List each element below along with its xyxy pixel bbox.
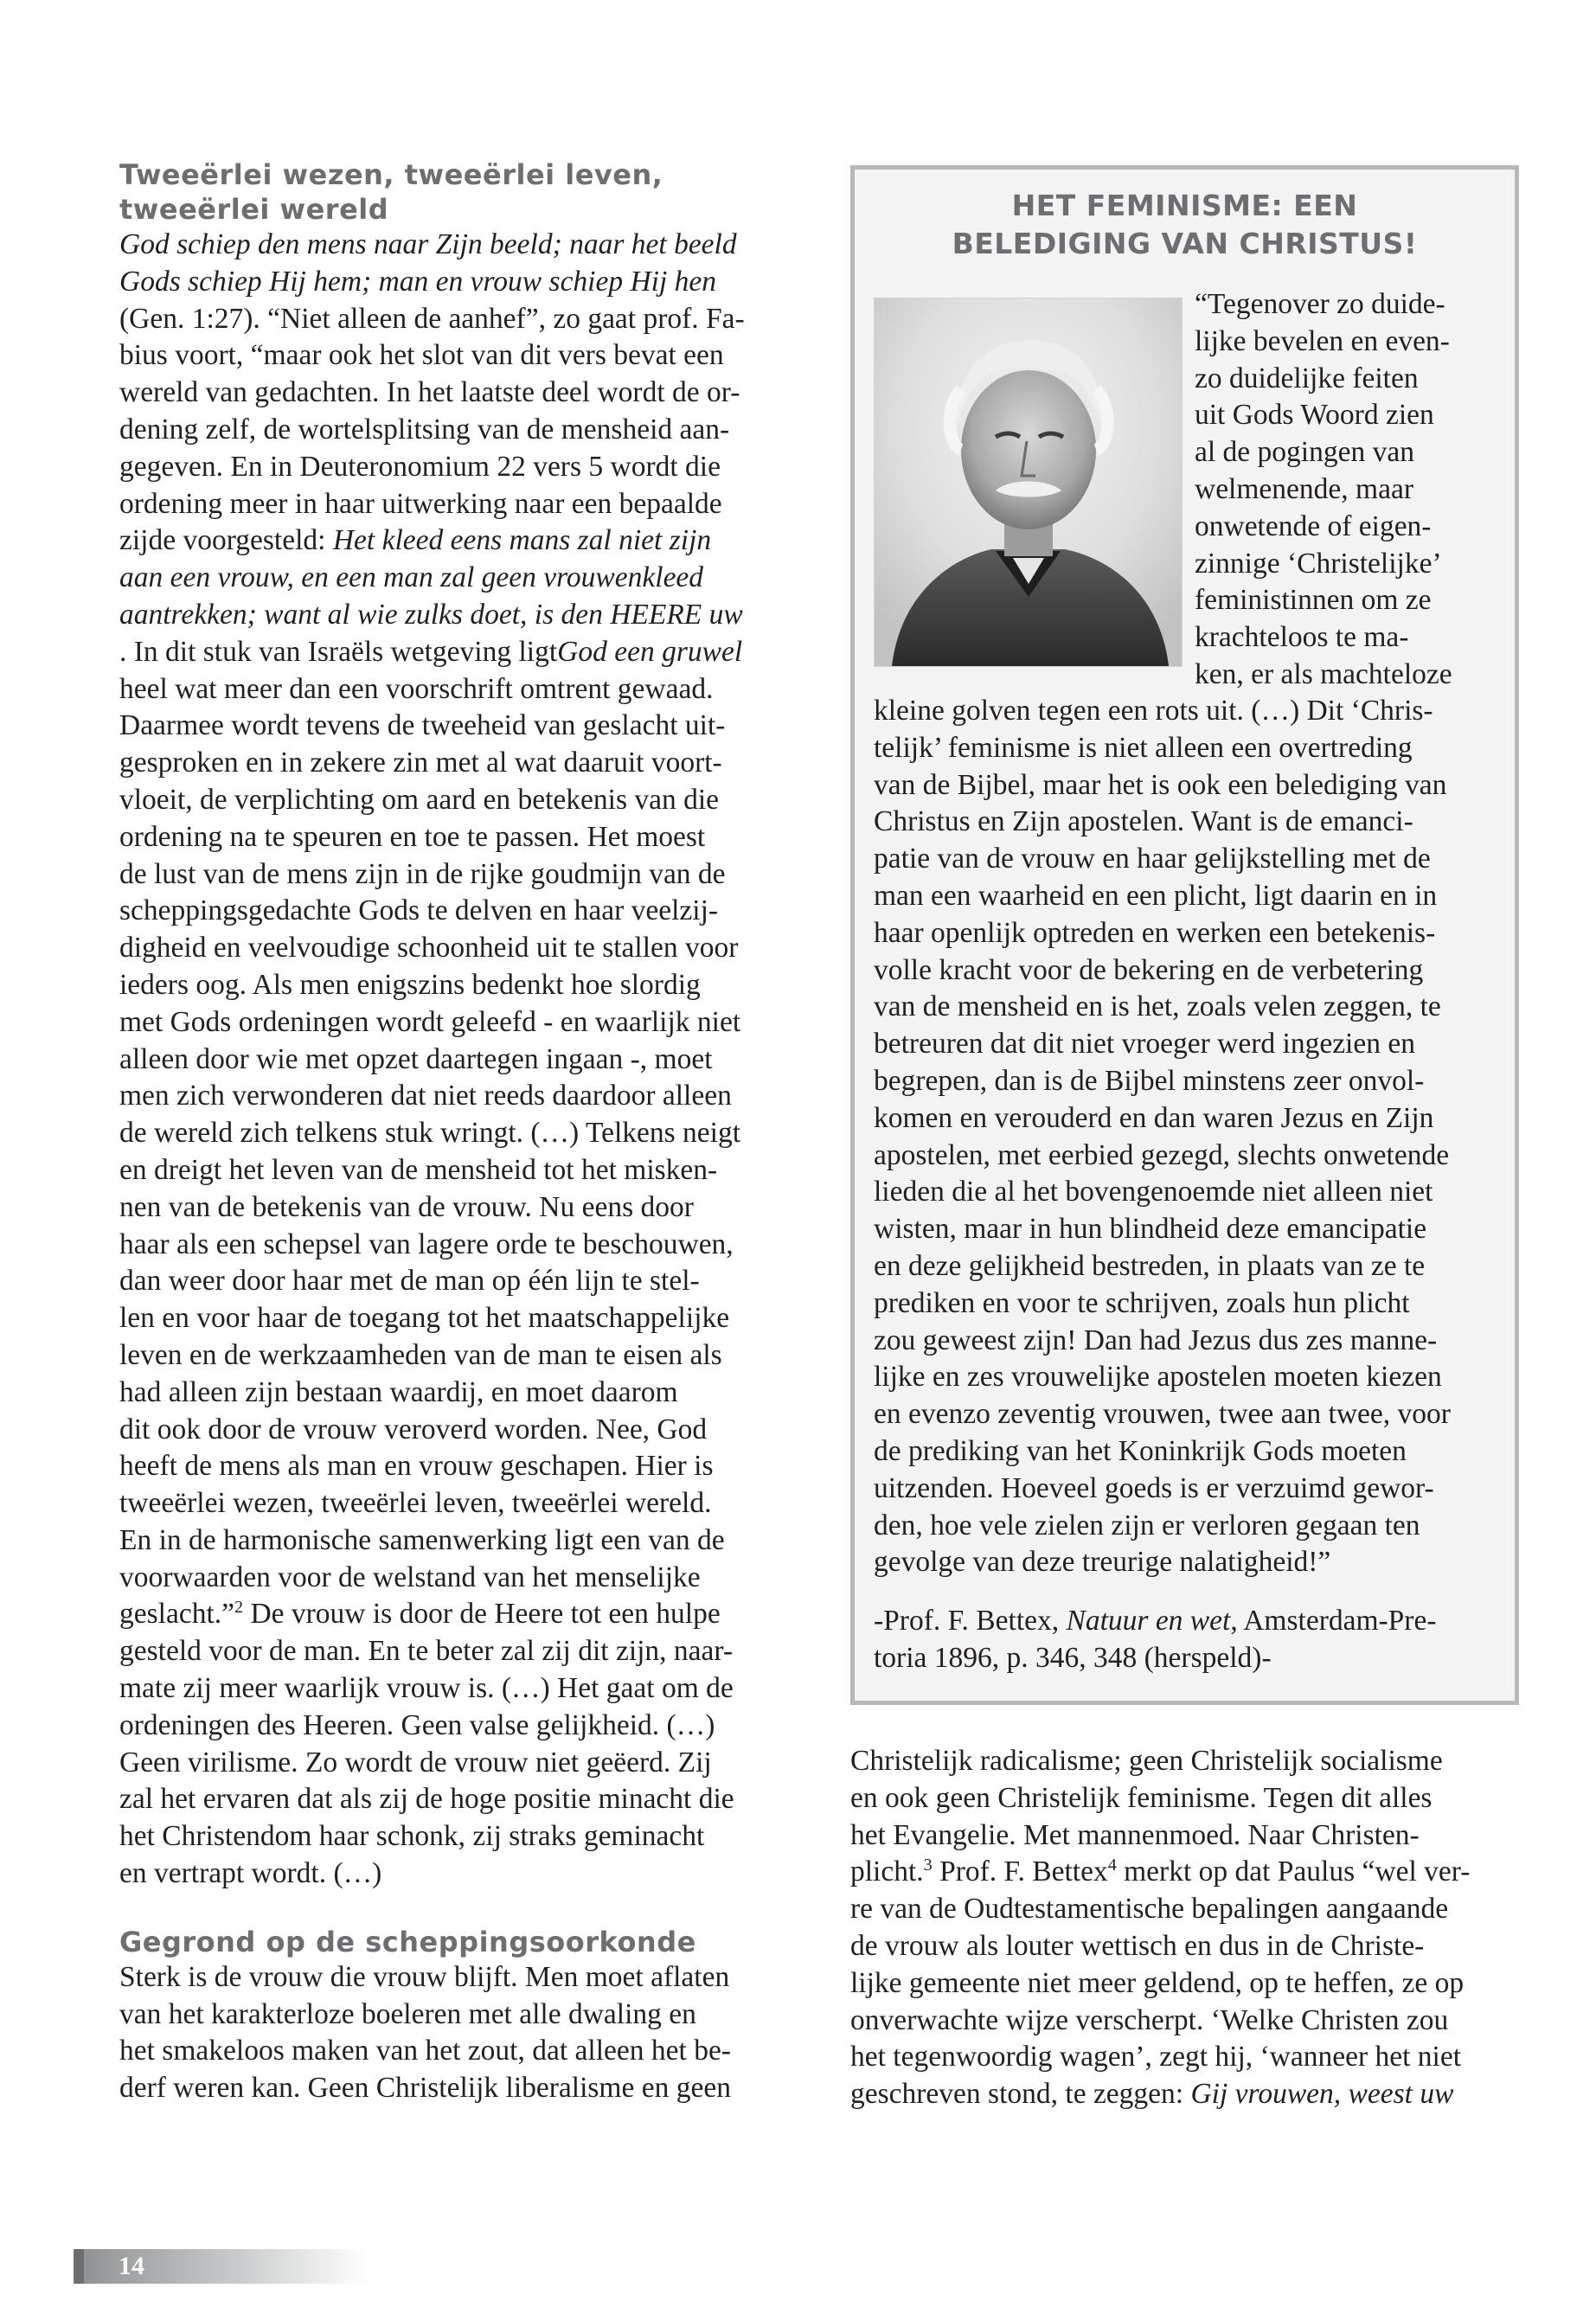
text-line: mate zij meer waarlijk vrouw is. (…) Het gaat om de (119, 1672, 734, 1705)
text-line: uitzenden. Hoeveel goeds is er verzuimd gewor- (874, 1471, 1434, 1504)
text-line: derf weren kan. Geen Christelijk liberalisme en geen (119, 2072, 731, 2105)
text-line: en evenzo zeventig vrouwen, twee aan twee, voor (874, 1398, 1451, 1431)
text-line: En in de harmonische samenwerking ligt een van de (119, 1523, 725, 1556)
sidebar-title-line: BELEDIGING VAN CHRISTUS! (952, 227, 1418, 260)
text-line: wereld van gedachten. In het laatste deel wordt de or- (119, 376, 740, 409)
text-line: ieders oog. Als men enigszins bedenkt hoe slordig (119, 968, 701, 1001)
section-heading: Tweeërlei wezen, tweeërlei leven, tweeërlei wereld (119, 158, 663, 226)
text-line: zo duidelijke feiten (1195, 362, 1419, 394)
footer-bar (74, 2249, 84, 2284)
text-line: welmenende, maar (1195, 472, 1413, 505)
text-line: aan een vrouw, en een man zal geen vrouwenkleed (119, 561, 704, 594)
quote-text (874, 693, 1493, 1581)
text-line: heeft de mens als man en vrouw geschapen. Hier is (119, 1450, 714, 1483)
text-line: Geen virilisme. Zo wordt de vrouw niet geëerd. Zij (119, 1746, 712, 1779)
text-line: “Tegenover zo duide- (1195, 288, 1445, 320)
text-line: lijke bevelen en even- (1195, 324, 1450, 357)
text-line: het Christendom haar schonk, zij straks geminacht (119, 1820, 705, 1853)
text-line: de lust van de mens zijn in de rijke goudmijn van de (119, 857, 726, 890)
text-line: het Evangelie. Met mannenmoed. Naar Christen- (850, 1818, 1420, 1851)
sidebar-box (850, 165, 1519, 1705)
text-line: de wereld zich telkens stuk wringt. (…) Telkens neigt (119, 1117, 741, 1150)
text-line: len en voor haar de toegang tot het maatschappelijke (119, 1302, 730, 1335)
text-line: ordening meer in haar uitwerking naar een bepaalde (119, 487, 722, 520)
text-line: heel wat meer dan een voorschrift omtrent gewaad. (119, 672, 714, 705)
text-line: -Prof. F. Bettex, Natuur en wet, Amsterdam-Pre- (874, 1605, 1437, 1637)
portrait-photo (874, 298, 1183, 667)
text-line: telijk’ feminisme is niet alleen een overtreding (874, 731, 1413, 764)
text-line: al de pogingen van (1195, 436, 1414, 469)
text-line: had alleen zijn bestaan waardij, en moet daarom (119, 1375, 678, 1408)
text-line: tweeërlei wezen, tweeërlei leven, tweeërlei wereld. (119, 1487, 712, 1520)
text-line: gevolge van deze treurige nalatigheid!” (874, 1546, 1331, 1579)
text-line: feministinnen om ze (1195, 584, 1432, 617)
sidebar-title (855, 187, 1515, 263)
text-line: alleen door wie met opzet daartegen ingaan -, moet (119, 1042, 713, 1075)
text-line: leven en de werkzaamheden van de man te eisen als (119, 1338, 722, 1371)
text-line: uit Gods Woord zien (1195, 399, 1434, 432)
text-line: God schiep den mens naar Zijn beeld; naar het beeld (119, 228, 737, 260)
page-footer (74, 2249, 368, 2284)
text-line: en dreigt het leven van de mensheid tot het misken- (119, 1153, 718, 1186)
right-column (850, 1743, 1519, 2113)
text-line: (Gen. 1:27). “Niet alleen de aanhef”, zo gaat prof. Fa- (119, 302, 745, 335)
text-line: geslacht.”$^2$ De vrouw is door de Heere tot een hulpe (119, 1598, 721, 1631)
left-column (119, 157, 785, 2107)
text-line: Gods schiep Hij hem; man en vrouw schiep Hij hen (119, 265, 717, 298)
quote-text (1195, 286, 1493, 694)
text-line: zinnige ‘Christelijke’ (1195, 547, 1442, 580)
text-line: dening zelf, de wortelsplitsing van de mensheid aan- (119, 413, 730, 445)
text-line: vloeit, de verplichting om aard en betekenis van die (119, 783, 720, 816)
text-line: zal het ervaren dat als zij de hoge positie minacht die (119, 1783, 734, 1816)
text-line: het smakeloos maken van het zout, dat alleen het be- (119, 2035, 731, 2067)
text-line: de vrouw als louter wettisch en dus in de Christe- (850, 1929, 1425, 1962)
section-heading: Gegrond op de scheppingsoorkonde (119, 1925, 696, 1958)
body-paragraph (119, 227, 785, 1893)
text-line: haar als een schepsel van lagere orde te beschouwen, (119, 1227, 734, 1260)
text-line: krachteloos te ma- (1195, 621, 1409, 654)
text-line: digheid en veelvoudige schoonheid uit te stallen voor (119, 932, 739, 965)
text-line: man een waarheid en een plicht, ligt daarin en in (874, 879, 1438, 912)
text-line: Christus en Zijn apostelen. Want is de emanci- (874, 805, 1413, 838)
text-line: lijke en zes vrouwelijke apostelen moeten kiezen (874, 1361, 1442, 1394)
sidebar-title-line: HET FEMINISME: EEN (1011, 189, 1358, 222)
text-line: Daarmee wordt tevens de tweeheid van geslacht uit- (119, 709, 726, 742)
text-line: en vertrapt wordt. (…) (119, 1857, 382, 1890)
portrait-illustration (875, 298, 1182, 666)
text-line: plicht.$^3$ Prof. F. Bettex$^4$ merkt op dat Paulus “wel ver- (850, 1856, 1471, 1888)
text-line: komen en verouderd en dan waren Jezus en Zijn (874, 1101, 1434, 1134)
text-line: van het karakterloze boeleren met alle dwaling en (119, 1997, 696, 2030)
text-line: begrepen, dan is de Bijbel minstens zeer onvol- (874, 1064, 1425, 1097)
text-line: dan weer door haar met de man op één lijn te stel- (119, 1265, 700, 1298)
text-line: Sterk is de vrouw die vrouw blijft. Men moet aflaten (119, 1960, 730, 1993)
text-line: ordeningen des Heeren. Geen valse gelijkheid. (…) (119, 1708, 715, 1741)
text-line: wisten, maar in hun blindheid deze emancipatie (874, 1213, 1427, 1246)
text-line: het tegenwoordig wagen’, zegt hij, ‘wanneer het niet (850, 2041, 1462, 2073)
text-line: gegeven. En in Deuteronomium 22 vers 5 wordt die (119, 450, 721, 483)
text-line: men zich verwonderen dat niet reeds daardoor alleen (119, 1080, 732, 1112)
text-line: scheppingsgedachte Gods te delven en haar veelzij- (119, 894, 719, 927)
text-line: . In dit stuk van Israëls wetgeving ligtGod een gruwel (119, 635, 743, 668)
text-line: met Gods ordeningen wordt geleefd - en waarlijk niet (119, 1005, 741, 1038)
text-line: en deze gelijkheid bestreden, in plaats van ze te (874, 1249, 1426, 1282)
text-line: bius voort, “maar ook het slot van dit vers bevat een (119, 339, 724, 372)
text-line: onverwachte wijze verscherpt. ‘Welke Christen zou (850, 2003, 1449, 2036)
text-line: gesproken en in zekere zin met al wat daaruit voort- (119, 747, 722, 779)
text-line: re van de Oudtestamentische bepalingen aangaande (850, 1893, 1449, 1926)
text-line: en ook geen Christelijk feminisme. Tegen dit alles (850, 1781, 1433, 1814)
text-line: van de mensheid en is het, zoals velen zeggen, te (874, 990, 1441, 1023)
text-line: volle kracht voor de bekering en de verbetering (874, 953, 1424, 986)
text-line: lijke gemeente niet meer geldend, op te heffen, ze op (850, 1966, 1465, 1999)
body-paragraph (119, 1959, 785, 2107)
text-line: nen van de betekenis van de vrouw. Nu eens door (119, 1190, 694, 1223)
text-line: onwetende of eigen- (1195, 510, 1432, 542)
text-line: de prediking van het Koninkrijk Gods moeten (874, 1434, 1407, 1467)
text-line: haar openlijk optreden en werken een betekenis- (874, 916, 1436, 949)
text-line: zijde voorgesteld: Het kleed eens mans zal niet zijn (119, 524, 712, 557)
quote-citation (874, 1603, 1493, 1677)
text-line: geschreven stond, te zeggen: Gij vrouwen, weest uw (850, 2078, 1454, 2111)
text-line: lieden die al het bovengenoemde niet alleen niet (874, 1176, 1433, 1208)
text-line: voorwaarden voor de welstand van het menselijke (119, 1561, 701, 1593)
text-line: patie van de vrouw en haar gelijkstelling met de (874, 843, 1431, 875)
text-line: van de Bijbel, maar het is ook een belediging van (874, 768, 1447, 801)
text-line: dit ook door de vrouw veroverd worden. Nee, God (119, 1413, 708, 1445)
text-line: kleine golven tegen een rots uit. (…) Dit ‘Chris- (874, 695, 1433, 727)
text-line: Christelijk radicalisme; geen Christelijk socialisme (850, 1745, 1443, 1777)
text-line: ken, er als machteloze (1195, 657, 1452, 690)
text-line: gesteld voor de man. En te beter zal zij dit zijn, naar- (119, 1635, 734, 1668)
text-line: prediken en voor te schrijven, zoals hun plicht (874, 1286, 1410, 1319)
text-line: ordening na te speuren en toe te passen. Het moest (119, 820, 706, 853)
page-number: 14 (119, 2252, 144, 2280)
text-line: den, hoe vele zielen zijn er verloren gegaan ten (874, 1509, 1420, 1541)
text-line: toria 1896, p. 346, 348 (herspeld)- (874, 1641, 1272, 1674)
text-line: aantrekken; want al wie zulks doet, is den HEERE uw (119, 598, 743, 631)
text-line: zou geweest zijn! Dan had Jezus dus zes manne- (874, 1324, 1438, 1356)
text-line: betreuren dat dit niet vroeger werd ingezien en (874, 1028, 1415, 1061)
text-line: apostelen, met eerbied gezegd, slechts onwetende (874, 1138, 1450, 1171)
